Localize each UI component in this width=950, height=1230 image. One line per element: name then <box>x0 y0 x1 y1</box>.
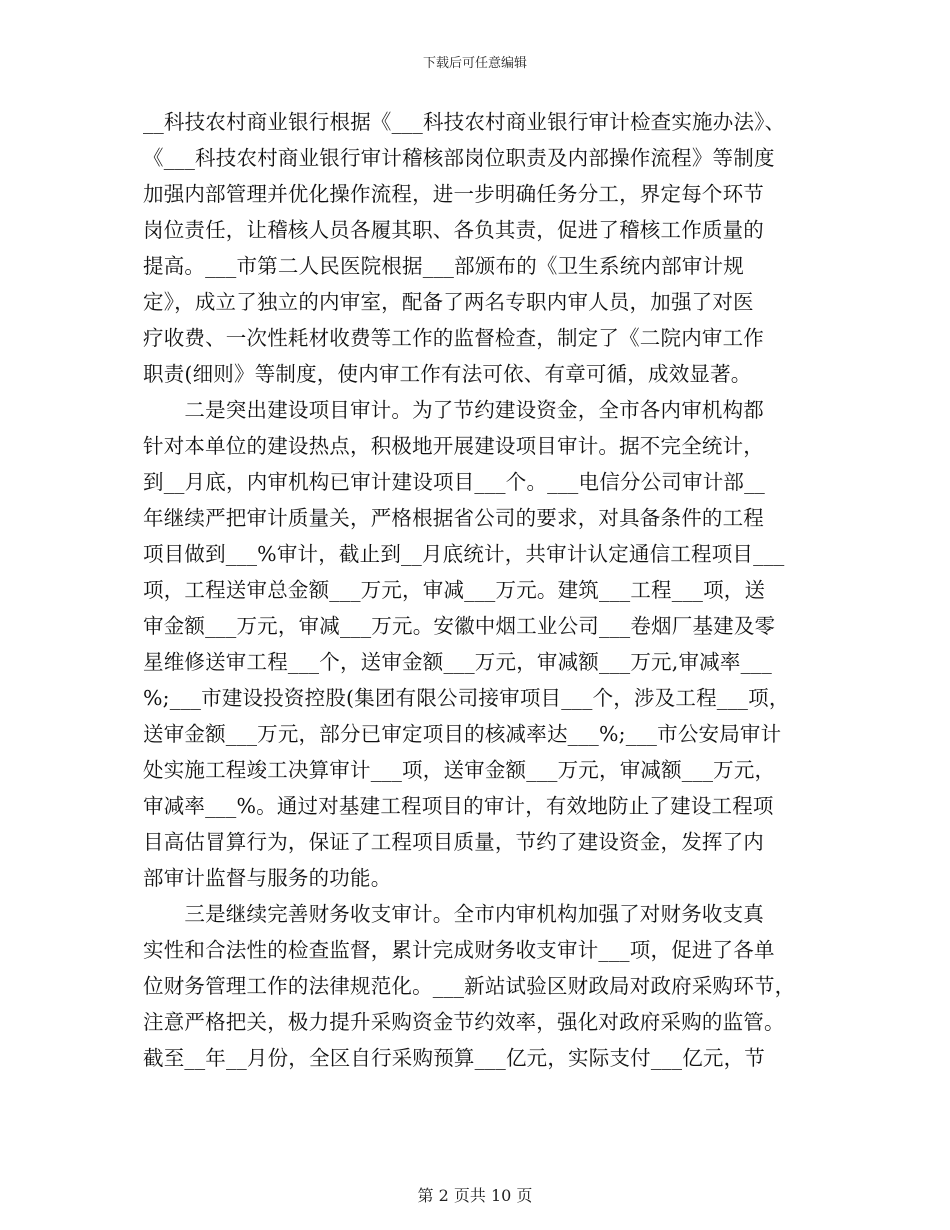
page-footer: 第 2 页共 10 页 <box>417 1186 533 1205</box>
text-line: 到__月底，内审机构已审计建设项目___个。___电信分公司审计部__ <box>143 470 765 494</box>
text-line: 针对本单位的建设热点，积极地开展建设项目审计。据不完全统计， <box>143 434 764 458</box>
text-line: 三是继续完善财务收支审计。全市内审机构加强了对财务收支真 <box>143 902 764 926</box>
text-line: 疗收费、一次性耗材收费等工作的监督检查，制定了《二院内审工作 <box>143 326 764 350</box>
text-line: 年继续严把审计质量关，严格根据省公司的要求，对具备条件的工程 <box>143 506 764 530</box>
document-body <box>143 104 813 1076</box>
text-line: 定》，成立了独立的内审室，配备了两名专职内审人员，加强了对医 <box>143 290 754 314</box>
text-line: %;___市建设投资控股(集团有限公司接审项目___个，涉及工程___项， <box>143 686 790 710</box>
text-line: 项目做到___%审计，截止到__月底统计，共审计认定通信工程项目___ <box>143 542 785 566</box>
text-line: 岗位责任，让稽核人员各履其职、各负其责，促进了稽核工作质量的 <box>143 218 764 242</box>
text-line: 审减率___%。通过对基建工程项目的审计，有效地防止了建设工程项 <box>143 794 774 818</box>
text-line: 实性和合法性的检查监督，累计完成财务收支审计___项，促进了各单 <box>143 938 775 962</box>
text-line: 职责(细则》等制度，使内审工作有法可依、有章可循，成效显著。 <box>143 362 752 386</box>
page-header: 下载后可任意编辑 <box>422 56 527 71</box>
text-line: 《___科技农村商业银行审计稽核部岗位职责及内部操作流程》等制度 <box>143 146 775 170</box>
text-line: 项，工程送审总金额___万元，审减___万元。建筑___工程___项，送 <box>143 578 766 602</box>
text-line: 加强内部管理并优化操作流程，进一步明确任务分工，界定每个环节 <box>143 182 764 206</box>
text-line: 送审金额___万元，部分已审定项目的核减率达___%;___市公安局审计 <box>143 722 782 746</box>
text-line: 星维修送审工程___个，送审金额___万元，审减额___万元,审减率___ <box>143 650 772 674</box>
text-line: 处实施工程竣工决算审计___项，送审金额___万元，审减额___万元， <box>143 758 776 782</box>
text-line: 位财务管理工作的法律规范化。___新站试验区财政局对政府采购环节， <box>143 974 796 998</box>
text-line: 审金额___万元，审减___万元。安徽中烟工业公司___卷烟厂基建及零 <box>143 614 776 638</box>
text-line: 截至__年__月份，全区自行采购预算___亿元，实际支付___亿元，节 <box>143 1046 765 1070</box>
text-line: 部审计监督与服务的功能。 <box>143 866 392 890</box>
text-line: 提高。___市第二人民医院根据___部颁布的《卫生系统内部审计规 <box>143 254 744 278</box>
text-line: 注意严格把关，极力提升采购资金节约效率，强化对政府采购的监管。 <box>143 1010 785 1034</box>
text-line: __科技农村商业银行根据《___科技农村商业银行审计检查实施办法》、 <box>143 110 786 134</box>
text-line: 二是突出建设项目审计。为了节约建设资金，全市各内审机构都 <box>143 398 764 422</box>
text-line: 目高估冒算行为，保证了工程项目质量，节约了建设资金，发挥了内 <box>143 830 764 854</box>
